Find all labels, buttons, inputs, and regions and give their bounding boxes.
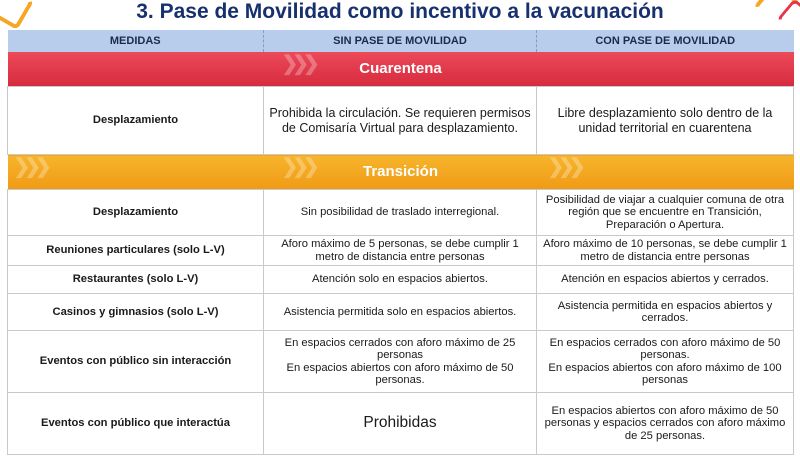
measure-cell: Eventos con público sin interacción [8, 331, 264, 393]
measure-cell: Casinos y gimnasios (solo L-V) [8, 294, 264, 331]
header-without-pass: SIN PASE DE MOVILIDAD [264, 30, 537, 52]
cell-line: En espacios cerrados con aforo máximo de 25 personas [284, 336, 516, 361]
page-title: 3. Pase de Movilidad como incentivo a la vacunación [136, 0, 664, 23]
chevron-decoration-icon: ❯❯❯ [281, 156, 314, 178]
measure-cell: Reuniones particulares (solo L-V) [8, 236, 264, 266]
table-header-row [8, 30, 794, 52]
section-band-transicion [8, 155, 794, 190]
section-band-cuarentena [8, 52, 794, 87]
without-pass-cell: Prohibidas [264, 393, 537, 455]
chevron-decoration-icon: ❯❯❯ [547, 156, 580, 178]
section-title: Cuarentena [359, 59, 442, 77]
without-pass-cell: Asistencia permitida solo en espacios abiertos. [264, 294, 537, 331]
cell-line: En espacios abiertos con aforo máximo de 50 personas. [286, 361, 514, 386]
measure-cell: Restaurantes (solo L-V) [8, 266, 264, 294]
chevron-decoration-icon: ❯❯❯ [13, 156, 46, 178]
cell-line: En espacios abiertos con aforo máximo de 100 personas [548, 361, 782, 386]
table-row [8, 294, 794, 331]
with-pass-cell: En espacios abiertos con aforo máximo de 50 personas y espacios cerrados con aforo máximo de 25 personas. [537, 393, 794, 455]
table-row [8, 393, 794, 455]
with-pass-cell: Posibilidad de viajar a cualquier comuna de otra región que se encuentre en Transición, Preparación o Apertura. [537, 190, 794, 236]
without-pass-cell: Atención solo en espacios abiertos. [264, 266, 537, 294]
measure-cell: Desplazamiento [8, 190, 264, 236]
with-pass-cell: Libre desplazamiento solo dentro de la unidad territorial en cuarentena [537, 87, 794, 155]
table-row [8, 266, 794, 294]
cell-line: En espacios cerrados con aforo máximo de 50 personas. [549, 336, 781, 361]
measure-cell: Eventos con público que interactúa [8, 393, 264, 455]
without-pass-cell: Prohibida la circulación. Se requieren permisos de Comisaría Virtual para desplazamiento. [264, 87, 537, 155]
with-pass-cell [537, 331, 794, 393]
section-title: Transición [362, 162, 439, 180]
without-pass-cell [264, 331, 537, 393]
table-row [8, 190, 794, 236]
chevron-decoration-icon: ❯❯❯ [281, 53, 314, 75]
with-pass-cell: Atención en espacios abiertos y cerrados. [537, 266, 794, 294]
table-row [8, 331, 794, 393]
without-pass-cell: Sin posibilidad de traslado interregional. [264, 190, 537, 236]
mobility-pass-table [7, 30, 794, 455]
table-row [8, 236, 794, 266]
table-row [8, 87, 794, 155]
with-pass-cell: Asistencia permitida en espacios abiertos y cerrados. [537, 294, 794, 331]
without-pass-cell: Aforo máximo de 5 personas, se debe cumplir 1 metro de distancia entre personas [264, 236, 537, 266]
header-measures: MEDIDAS [8, 30, 264, 52]
with-pass-cell: Aforo máximo de 10 personas, se debe cumplir 1 metro de distancia entre personas [537, 236, 794, 266]
header-with-pass: CON PASE DE MOVILIDAD [537, 30, 794, 52]
measure-cell: Desplazamiento [8, 87, 264, 155]
